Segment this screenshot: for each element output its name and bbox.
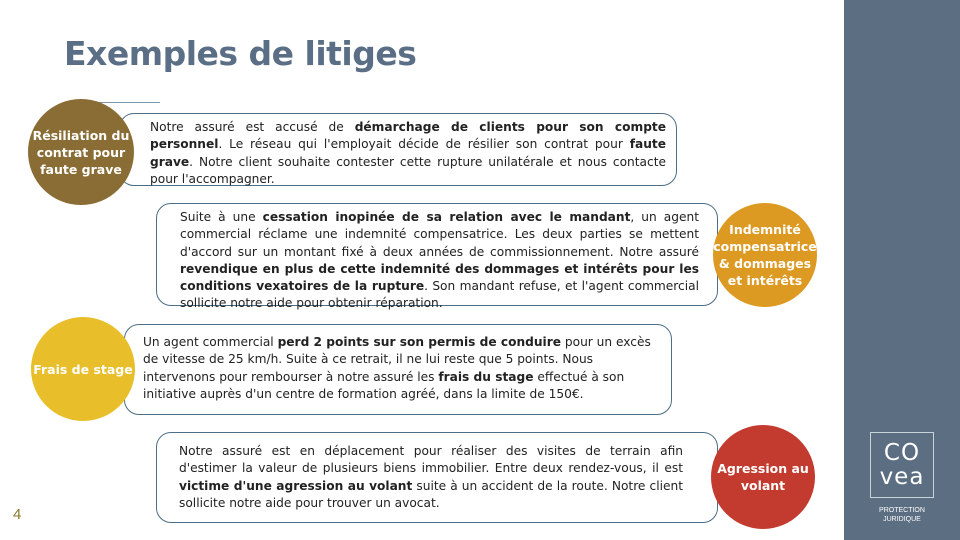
- logo-tagline-line: JURIDIQUE: [883, 516, 921, 523]
- case-highlight: victime d'une agression au volant: [179, 478, 413, 493]
- logo-text-top: CO: [883, 440, 921, 466]
- case-text: , un agent commercial réclame une indemnité compensatrice. Les deux parties se mettent d'accord sur un montant fixé à deux années de commissionnement. Notre assuré: [180, 210, 699, 259]
- case-card-agression: [156, 432, 718, 523]
- badge-resiliation: [28, 99, 134, 205]
- brand-sidebar: [844, 0, 960, 540]
- case-highlight: faute grave: [150, 137, 666, 169]
- case-highlight: cessation inopinée de sa relation avec le mandant: [262, 210, 631, 224]
- case-card-indemnite: [156, 203, 718, 311]
- badge-label: Agression au volant: [717, 461, 809, 493]
- case-highlight: démarchage de clients pour son compte personnel: [150, 120, 667, 152]
- badge-indemnite: [713, 203, 817, 307]
- badge-label: Indemnité compensatrice & dommages et intérêts: [713, 222, 817, 288]
- logo-text-bottom: vea: [879, 464, 925, 490]
- case-text: Notre assuré est en déplacement pour réaliser des visites de terrain afin d'estimer la valeur de plusieurs biens immobilier. Entre deux rendez-vous, il est: [179, 444, 683, 476]
- covea-logo: [870, 432, 934, 498]
- case-highlight: revendique en plus de cette indemnité des dommages et intérêts pour les conditions vexatoires de la rupture: [180, 261, 699, 294]
- case-text: effectué à son initiative auprès d'un centre de formation agréé, dans la limite de 150€.: [143, 369, 625, 401]
- case-card-frais-stage: [124, 324, 672, 415]
- case-highlight: frais du stage: [438, 369, 534, 384]
- page-number: 4: [13, 506, 22, 523]
- badge-label: Résiliation du contrat pour faute grave: [32, 127, 130, 177]
- badge-frais-stage: [31, 317, 135, 421]
- case-text: . Le réseau qui l'employait décide de résilier son contrat pour: [218, 137, 630, 152]
- logo-tagline-line: PROTECTION: [879, 507, 925, 514]
- case-text: . Son mandant refuse, et l'agent commercial sollicite notre aide pour obtenir réparation.: [180, 279, 699, 311]
- case-text: Un agent commercial: [143, 335, 278, 349]
- badge-agression: [711, 425, 815, 529]
- case-text: Suite à une: [180, 210, 263, 224]
- logo-tagline: [844, 506, 960, 524]
- case-card-resiliation: [119, 113, 677, 186]
- title-divider: [96, 102, 160, 103]
- case-text: Notre assuré est accusé de: [150, 120, 355, 134]
- page-title: Exemples de litiges: [64, 34, 417, 73]
- badge-label: Frais de stage: [33, 361, 133, 377]
- case-text: pour un excès de vitesse de 25 km/h. Suite à ce retrait, il ne lui reste que 5 points. Nous intervenons pour rembourser à notre assuré les: [143, 335, 651, 384]
- case-highlight: perd 2 points sur son permis de conduire: [277, 335, 561, 349]
- case-text: suite à un accident de la route. Notre client sollicite notre aide pour trouver un avocat.: [179, 478, 683, 510]
- case-text: . Notre client souhaite contester cette rupture unilatérale et nous contacte pour l'accompagner.: [150, 154, 666, 186]
